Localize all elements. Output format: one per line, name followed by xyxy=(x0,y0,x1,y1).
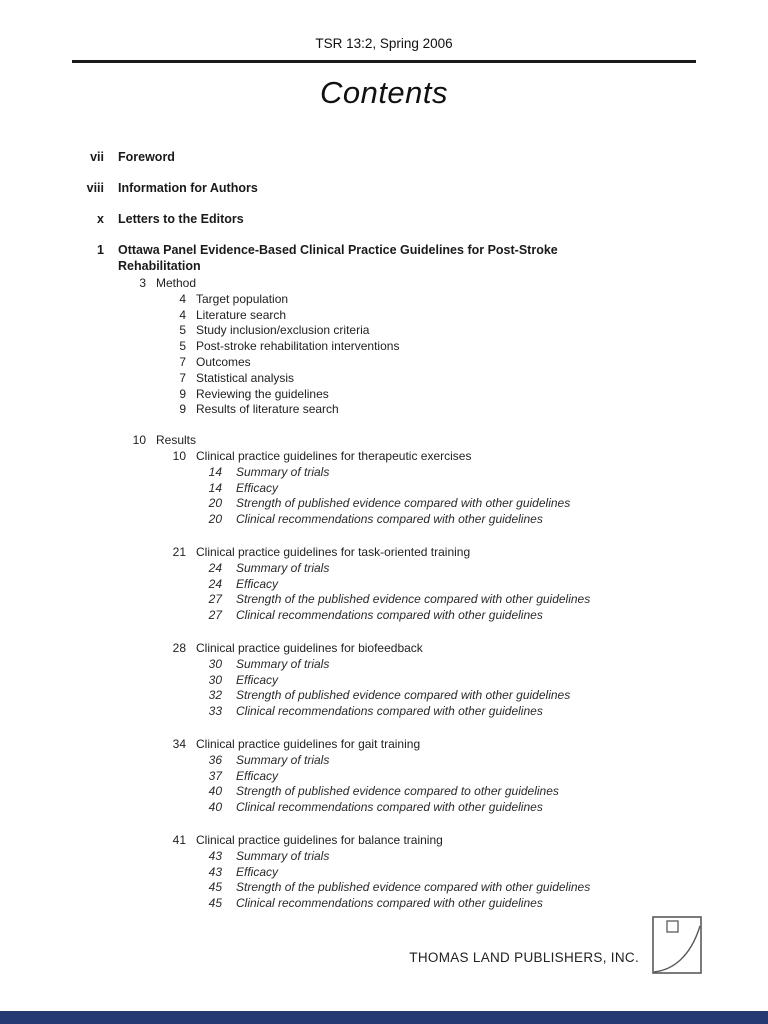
toc-row xyxy=(0,608,768,624)
toc-row xyxy=(0,387,768,403)
toc-page-number: 3 xyxy=(139,276,146,290)
toc-entry-label: Clinical practice guidelines for task-oriented training xyxy=(196,544,471,559)
toc-entry-label: Clinical recommendations compared with other guidelines xyxy=(236,800,543,815)
toc-page-number: 5 xyxy=(179,339,186,354)
toc-row xyxy=(0,849,768,865)
toc-entry-label: Method xyxy=(156,276,197,290)
toc-row xyxy=(0,769,768,785)
toc-section-results xyxy=(0,433,768,912)
toc-page-number: 27 xyxy=(208,592,222,607)
toc-row-information-for-authors xyxy=(0,180,768,196)
toc-page-number: 27 xyxy=(208,608,222,623)
toc-row xyxy=(0,800,768,816)
toc-page-number: 5 xyxy=(179,323,186,338)
toc-entry-label: Ottawa Panel Evidence-Based Clinical Practice Guidelines for Post-Stroke Rehabilitation xyxy=(118,243,558,273)
toc-row xyxy=(0,641,768,657)
toc-page-number: 34 xyxy=(172,736,186,751)
toc-page-number: 7 xyxy=(179,354,186,369)
toc-entry-label: Information for Authors xyxy=(118,181,258,195)
toc-page-number: 37 xyxy=(208,768,222,783)
toc-entry-label: Summary of trials xyxy=(236,752,330,767)
toc-page-number: 24 xyxy=(208,576,222,591)
toc-entry-label: Strength of published evidence compared to other guidelines xyxy=(236,784,559,799)
toc-page-number: 24 xyxy=(208,560,222,575)
toc-page-number: 1 xyxy=(97,243,104,257)
toc-row xyxy=(0,465,768,481)
toc-group-therapeutic-exercises xyxy=(0,449,768,528)
toc-page-number: 45 xyxy=(208,880,222,895)
toc-entry-label: Strength of published evidence compared with other guidelines xyxy=(236,688,571,703)
toc-row xyxy=(0,896,768,912)
toc-page-number: 40 xyxy=(208,800,222,815)
toc-row xyxy=(0,402,768,418)
toc-group-balance-training xyxy=(0,833,768,912)
toc-entry-label: Clinical recommendations compared with other guidelines xyxy=(236,896,543,911)
toc-section-method xyxy=(0,276,768,418)
toc-page-number: 45 xyxy=(208,896,222,911)
toc-page-number: 9 xyxy=(179,386,186,401)
toc-entry-label: Outcomes xyxy=(196,354,251,369)
toc-page-number: 4 xyxy=(179,291,186,306)
toc-page-number: 21 xyxy=(172,544,186,559)
publisher-name: THOMAS LAND PUBLISHERS, INC. xyxy=(409,950,639,965)
toc-page-number: 10 xyxy=(132,433,146,448)
toc-entry-label: Summary of trials xyxy=(236,560,330,575)
toc-entry-label: Literature search xyxy=(196,307,287,322)
toc-entry-label: Clinical practice guidelines for balance training xyxy=(196,832,443,847)
toc-page-number: 36 xyxy=(208,752,222,767)
toc-entry-label: Reviewing the guidelines xyxy=(196,386,329,401)
toc-entry-label: Clinical recommendations compared with other guidelines xyxy=(236,704,543,719)
toc-row xyxy=(0,704,768,720)
toc-row xyxy=(0,784,768,800)
toc-page-number: 20 xyxy=(208,496,222,511)
toc-entry-label: Clinical practice guidelines for therapeutic exercises xyxy=(196,448,472,463)
toc-entry-label: Summary of trials xyxy=(236,656,330,671)
toc-entry-label: Efficacy xyxy=(236,768,279,783)
toc-page-number: 40 xyxy=(208,784,222,799)
toc-page-number: 20 xyxy=(208,512,222,527)
bottom-blue-bar xyxy=(0,1011,768,1024)
toc-entry-label: Strength of the published evidence compared with other guidelines xyxy=(236,592,591,607)
toc-row xyxy=(0,308,768,324)
toc-page-number: 7 xyxy=(179,370,186,385)
toc-row xyxy=(0,371,768,387)
toc-entry-label: Results of literature search xyxy=(196,402,339,417)
toc-page-number: x xyxy=(97,212,104,226)
toc-row xyxy=(0,592,768,608)
toc-row xyxy=(0,496,768,512)
toc-page-number: 9 xyxy=(179,402,186,417)
journal-issue-header xyxy=(0,0,768,51)
toc-row xyxy=(0,481,768,497)
toc-row-article-title xyxy=(0,242,768,274)
toc-entry-label: Target population xyxy=(196,291,289,306)
toc-page-number: 14 xyxy=(208,464,222,479)
toc-entry-label: Letters to the Editors xyxy=(118,212,244,226)
toc-page-number: 43 xyxy=(208,864,222,879)
toc-row xyxy=(0,688,768,704)
toc-row xyxy=(0,339,768,355)
toc-entry-label: Efficacy xyxy=(236,576,279,591)
toc-entry-label: Efficacy xyxy=(236,480,279,495)
toc-page-number: 30 xyxy=(208,672,222,687)
toc-page-number: 30 xyxy=(208,656,222,671)
toc-page-number: 33 xyxy=(208,704,222,719)
toc-row xyxy=(0,561,768,577)
toc-group-task-oriented-training xyxy=(0,545,768,624)
toc-page-number: 14 xyxy=(208,480,222,495)
toc-entry-label: Clinical practice guidelines for biofeedback xyxy=(196,640,423,655)
toc-page-number: 28 xyxy=(172,640,186,655)
toc-row xyxy=(0,512,768,528)
double-rule-divider xyxy=(72,60,696,63)
toc-entry-label: Foreword xyxy=(118,150,175,164)
toc-entry-label: Results xyxy=(156,433,197,448)
toc-page-number: 32 xyxy=(208,688,222,703)
toc-entry-label: Efficacy xyxy=(236,672,279,687)
toc-row xyxy=(0,880,768,896)
journal-issue-label: TSR 13:2, Spring 2006 xyxy=(315,36,453,51)
toc-row xyxy=(0,545,768,561)
toc-row-foreword xyxy=(0,149,768,165)
toc-row xyxy=(0,833,768,849)
toc-row xyxy=(0,323,768,339)
toc-entry-label: Clinical practice guidelines for gait training xyxy=(196,736,421,751)
publisher-footer xyxy=(409,916,702,974)
toc-row xyxy=(0,577,768,593)
publisher-logo-icon xyxy=(652,916,702,974)
toc-entry-label: Efficacy xyxy=(236,864,279,879)
toc-entry-label: Summary of trials xyxy=(236,464,330,479)
toc-page-number: 4 xyxy=(179,307,186,322)
toc-page-number: 41 xyxy=(172,832,186,847)
toc-entry-label: Strength of the published evidence compared with other guidelines xyxy=(236,880,591,895)
toc-row-results xyxy=(0,433,768,449)
toc-entry-label: Strength of published evidence compared with other guidelines xyxy=(236,496,571,511)
toc-entry-label: Clinical recommendations compared with other guidelines xyxy=(236,512,543,527)
toc-row xyxy=(0,292,768,308)
table-of-contents xyxy=(0,149,768,912)
toc-entry-label: Study inclusion/exclusion criteria xyxy=(196,323,370,338)
toc-row xyxy=(0,865,768,881)
toc-page-number: 43 xyxy=(208,848,222,863)
toc-page-number: viii xyxy=(86,181,104,195)
toc-row xyxy=(0,753,768,769)
toc-entry-label: Statistical analysis xyxy=(196,370,295,385)
toc-group-gait-training xyxy=(0,737,768,816)
toc-row-method xyxy=(0,276,768,292)
toc-entry-label: Clinical recommendations compared with other guidelines xyxy=(236,608,543,623)
toc-page-number: vii xyxy=(90,150,104,164)
page-title: Contents xyxy=(319,75,449,110)
toc-row-letters-to-editors xyxy=(0,211,768,227)
toc-page-number: 10 xyxy=(172,448,186,463)
toc-row xyxy=(0,673,768,689)
toc-entry-label: Summary of trials xyxy=(236,848,330,863)
toc-row xyxy=(0,657,768,673)
toc-group-biofeedback xyxy=(0,641,768,720)
toc-row xyxy=(0,355,768,371)
toc-entry-label: Post-stroke rehabilitation interventions xyxy=(196,339,400,354)
toc-row xyxy=(0,737,768,753)
toc-row xyxy=(0,449,768,465)
